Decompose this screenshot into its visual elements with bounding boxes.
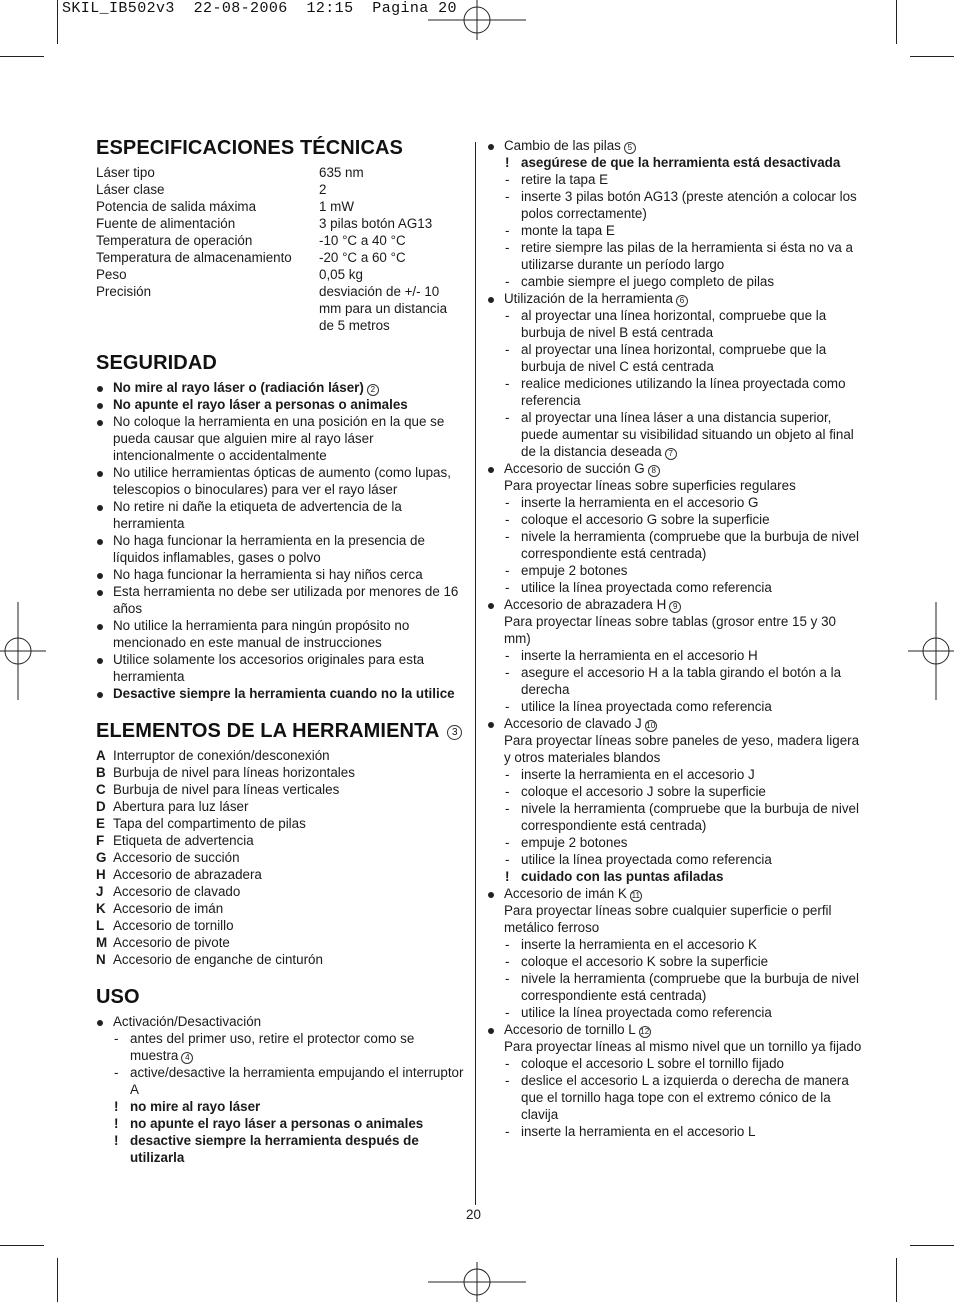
- step-text: inserte 3 pilas botón AG13 (preste atención a colocar los polos correctamente): [521, 189, 857, 221]
- step-marker: !: [114, 1099, 119, 1114]
- spec-label: Peso: [96, 267, 127, 282]
- uso-item-text: Accesorio de abrazadera H: [504, 597, 667, 612]
- step: [504, 1072, 862, 1123]
- element-key: J: [96, 884, 104, 899]
- step: [504, 494, 862, 511]
- step-marker: -: [505, 699, 510, 714]
- uso-item-heading: [504, 460, 862, 477]
- seguridad-item: [96, 413, 466, 464]
- element-text: Etiqueta de advertencia: [113, 833, 254, 848]
- seguridad-item: [96, 617, 466, 651]
- element-key: A: [96, 748, 106, 763]
- element-key: C: [96, 782, 106, 797]
- seguridad-item-text: Utilice solamente los accesorios originales para esta herramienta: [113, 652, 425, 684]
- element-text: Accesorio de tornillo: [113, 918, 234, 933]
- page-number: 20: [466, 1207, 481, 1222]
- element-key: B: [96, 765, 106, 780]
- element-key: G: [96, 850, 107, 865]
- seguridad-item: [96, 396, 466, 413]
- column-divider: [475, 142, 476, 1205]
- step: [504, 273, 862, 290]
- crop-mark: [57, 0, 58, 44]
- spec-value: 2: [319, 182, 327, 197]
- registration-mark-icon: [908, 602, 954, 700]
- step-text: deslice el accesorio L a izquierda o derecha de manera que el tornillo haga tope con el extremo cónico de la clavija: [521, 1073, 849, 1122]
- uso-item-heading: [504, 715, 862, 732]
- header-file: SKIL_IB502v3: [62, 0, 175, 17]
- step-text: nivele la herramienta (compruebe que la burbuja de nivel correspondiente está centrada): [521, 801, 859, 833]
- step-marker: -: [505, 784, 510, 799]
- registration-mark-icon: [0, 602, 46, 700]
- spec-label: Fuente de alimentación: [96, 216, 236, 231]
- step-marker: -: [505, 801, 510, 816]
- figure-ref-icon: 5: [624, 142, 636, 154]
- step-marker: -: [505, 1073, 510, 1088]
- step-text: inserte la herramienta en el accesorio K: [521, 937, 757, 952]
- step-text: utilice la línea proyectada como referencia: [521, 1005, 772, 1020]
- step-marker: -: [505, 274, 510, 289]
- warning-step: [504, 868, 862, 885]
- step-text: asegúrese de que la herramienta está desactivada: [521, 155, 841, 170]
- crop-mark: [910, 56, 954, 57]
- seguridad-item-text: No utilice la herramienta para ningún propósito no mencionado en este manual de instrucciones: [113, 618, 410, 650]
- crop-mark: [57, 1258, 58, 1302]
- registration-mark-icon: [428, 0, 526, 40]
- element-row: [96, 849, 466, 866]
- uso-item: [487, 290, 862, 460]
- warning-step: [113, 1098, 466, 1115]
- print-header: [62, 0, 457, 17]
- seguridad-title: SEGURIDAD: [96, 352, 217, 374]
- element-row: [96, 832, 466, 849]
- element-row: [96, 815, 466, 832]
- step-marker: -: [505, 665, 510, 680]
- element-text: Accesorio de pivote: [113, 935, 230, 950]
- step-text: empuje 2 botones: [521, 563, 628, 578]
- spec-value: 1 mW: [319, 199, 354, 214]
- step: [504, 341, 862, 375]
- element-text: Interruptor de conexión/desconexión: [113, 748, 330, 763]
- crop-mark: [896, 0, 897, 44]
- spec-value: 3 pilas botón AG13: [319, 216, 433, 231]
- seguridad-item-text: No coloque la herramienta en una posición en la que se pueda causar que alguien mire al rayo láser intencionalmente o accidentalmente: [113, 414, 445, 463]
- step-marker: -: [505, 376, 510, 391]
- seguridad-list: [96, 379, 466, 702]
- step: [504, 239, 862, 273]
- element-text: Tapa del compartimento de pilas: [113, 816, 306, 831]
- step-marker: -: [505, 410, 510, 425]
- step-text: active/desactive la herramienta empujando el interruptor A: [130, 1065, 464, 1097]
- step-text: asegure el accesorio H a la tabla girando el botón a la derecha: [521, 665, 842, 697]
- step-text: no apunte el rayo láser a personas o animales: [130, 1116, 424, 1131]
- step-marker: !: [114, 1116, 119, 1131]
- step-marker: -: [505, 563, 510, 578]
- step-marker: !: [505, 869, 510, 884]
- step-marker: -: [114, 1065, 119, 1080]
- spec-row: [96, 266, 466, 283]
- uso-item-heading: [504, 885, 862, 902]
- seguridad-item-text: Esta herramienta no debe ser utilizada por menores de 16 años: [113, 584, 459, 616]
- step-marker: -: [505, 971, 510, 986]
- figure-ref-icon: 8: [648, 465, 660, 477]
- step: [504, 1123, 862, 1140]
- seguridad-item-text: No haga funcionar la herramienta si hay niños cerca: [113, 567, 423, 582]
- uso-item: [96, 1013, 466, 1166]
- spec-label: Temperatura de almacenamiento: [96, 250, 292, 265]
- element-text: Accesorio de enganche de cinturón: [113, 952, 323, 967]
- spec-label: Láser tipo: [96, 165, 155, 180]
- warning-step: [113, 1132, 466, 1166]
- uso-list: [96, 1013, 466, 1166]
- uso-item-heading: [504, 596, 862, 613]
- step-text: coloque el accesorio G sobre la superficie: [521, 512, 770, 527]
- element-row: [96, 883, 466, 900]
- step-text: cambie siempre el juego completo de pilas: [521, 274, 775, 289]
- step: [504, 800, 862, 834]
- header-time: 12:15: [306, 0, 354, 17]
- figure-ref-icon: 3: [447, 725, 462, 740]
- elementos-section: [96, 719, 466, 968]
- step: [504, 851, 862, 868]
- crop-mark: [0, 1245, 44, 1246]
- spec-label: Potencia de salida máxima: [96, 199, 257, 214]
- step-text: utilice la línea proyectada como referencia: [521, 580, 772, 595]
- step: [504, 766, 862, 783]
- header-date: 22-08-2006: [193, 0, 288, 17]
- element-text: Abertura para luz láser: [113, 799, 249, 814]
- uso-item: [487, 885, 862, 1021]
- uso-item-text: Accesorio de clavado J: [504, 716, 642, 731]
- uso-item-intro: Para proyectar líneas sobre tablas (grosor entre 15 y 30 mm): [504, 614, 836, 646]
- uso-continued-list: [487, 137, 862, 1140]
- step-marker: -: [505, 767, 510, 782]
- spec-value: -20 °C a 60 °C: [319, 250, 406, 265]
- step-marker: -: [505, 223, 510, 238]
- seguridad-item-text: No retire ni dañe la etiqueta de advertencia de la herramienta: [113, 499, 402, 531]
- step-text: coloque el accesorio K sobre la superficie: [521, 954, 769, 969]
- step-marker: -: [505, 648, 510, 663]
- step: [113, 1064, 466, 1098]
- step-text: antes del primer uso, retire el protector como se muestra: [130, 1031, 415, 1063]
- step-text: monte la tapa E: [521, 223, 615, 238]
- specs-title: ESPECIFICACIONES TÉCNICAS: [96, 137, 403, 159]
- figure-ref-icon: 7: [665, 448, 677, 460]
- spec-label: Precisión: [96, 284, 152, 299]
- uso-item: [487, 715, 862, 885]
- element-text: Burbuja de nivel para líneas horizontales: [113, 765, 355, 780]
- element-row: [96, 900, 466, 917]
- seguridad-item: [96, 566, 466, 583]
- step-text: retire siempre las pilas de la herramienta si ésta no va a utilizarse durante un período largo: [521, 240, 853, 272]
- step-marker: !: [505, 155, 510, 170]
- spec-row: [96, 249, 466, 266]
- step: [504, 647, 862, 664]
- uso-item-intro: Para proyectar líneas al mismo nivel que un tornillo ya fijado: [504, 1039, 862, 1054]
- spec-row: [96, 181, 466, 198]
- step: [504, 698, 862, 715]
- spec-label: Temperatura de operación: [96, 233, 253, 248]
- step-marker: -: [505, 529, 510, 544]
- uso-item: [487, 460, 862, 596]
- step: [504, 936, 862, 953]
- uso-title: USO: [96, 986, 140, 1008]
- step-text: al proyectar una línea horizontal, compruebe que la burbuja de nivel B está centrada: [521, 308, 827, 340]
- figure-ref-icon: 2: [367, 384, 379, 396]
- seguridad-item-text: No haga funcionar la herramienta en la presencia de líquidos inflamables, gases o polvo: [113, 533, 425, 565]
- element-key: E: [96, 816, 105, 831]
- warning-step: [504, 154, 862, 171]
- element-key: L: [96, 918, 105, 933]
- element-key: N: [96, 952, 106, 967]
- seguridad-item-text: No apunte el rayo láser a personas o animales: [113, 397, 408, 412]
- step-text: cuidado con las puntas afiladas: [521, 869, 724, 884]
- uso-item-intro: Para proyectar líneas sobre cualquier superficie o perfil metálico ferroso: [504, 903, 832, 935]
- registration-mark-icon: [428, 1262, 526, 1302]
- step-text: nivele la herramienta (compruebe que la burbuja de nivel correspondiente está centrada): [521, 529, 859, 561]
- step: [504, 783, 862, 800]
- spec-row: [96, 198, 466, 215]
- step-text: inserte la herramienta en el accesorio J: [521, 767, 755, 782]
- uso-item-heading: [504, 137, 862, 154]
- uso-item-text: Accesorio de tornillo L: [504, 1022, 636, 1037]
- crop-mark: [910, 1245, 954, 1246]
- step-text: inserte la herramienta en el accesorio H: [521, 648, 758, 663]
- seguridad-item-text: Desactive siempre la herramienta cuando no la utilice: [113, 686, 455, 701]
- step-marker: -: [505, 580, 510, 595]
- uso-section: [96, 985, 466, 1166]
- step-text: utilice la línea proyectada como referencia: [521, 852, 772, 867]
- figure-ref-icon: 10: [646, 721, 656, 730]
- spec-row: [96, 164, 466, 181]
- uso-item-heading: [113, 1013, 466, 1030]
- step: [504, 528, 862, 562]
- step-marker: !: [114, 1133, 119, 1148]
- figure-ref-icon: 6: [676, 295, 688, 307]
- uso-item-text: Activación/Desactivación: [113, 1014, 262, 1029]
- uso-item: [487, 1021, 862, 1140]
- step-text: al proyectar una línea láser a una distancia superior, puede aumentar su visibilidad situando un objeto al final de la distancia deseada: [521, 410, 854, 459]
- step: [504, 970, 862, 1004]
- element-row: [96, 764, 466, 781]
- spec-row: [96, 215, 466, 232]
- left-column: [96, 136, 466, 1166]
- spec-label: Láser clase: [96, 182, 165, 197]
- seguridad-item: [96, 464, 466, 498]
- step-text: coloque el accesorio L sobre el tornillo fijado: [521, 1056, 785, 1071]
- step-marker: -: [505, 1005, 510, 1020]
- element-row: [96, 798, 466, 815]
- step-text: realice mediciones utilizando la línea proyectada como referencia: [521, 376, 846, 408]
- element-row: [96, 917, 466, 934]
- seguridad-item: [96, 651, 466, 685]
- seguridad-item-text: No mire al rayo láser o (radiación láser): [113, 380, 364, 395]
- step: [504, 1004, 862, 1021]
- crop-mark: [896, 1258, 897, 1302]
- element-text: Accesorio de abrazadera: [113, 867, 262, 882]
- specs-table: [96, 164, 466, 334]
- step: [504, 171, 862, 188]
- step-marker: -: [505, 240, 510, 255]
- elementos-title: [96, 719, 466, 743]
- uso-item: [487, 596, 862, 715]
- element-row: [96, 934, 466, 951]
- step-marker: -: [505, 495, 510, 510]
- spec-row: [96, 283, 466, 334]
- seguridad-section: [96, 351, 466, 702]
- step: [113, 1030, 466, 1064]
- step-text: desactive siempre la herramienta después de utilizarla: [130, 1133, 419, 1165]
- element-row: [96, 866, 466, 883]
- step-marker: -: [505, 1124, 510, 1139]
- step: [504, 1055, 862, 1072]
- uso-item-heading: [504, 1021, 862, 1038]
- element-text: Burbuja de nivel para líneas verticales: [113, 782, 340, 797]
- uso-item: [487, 137, 862, 290]
- step-marker: -: [505, 954, 510, 969]
- step-marker: -: [505, 189, 510, 204]
- warning-step: [113, 1115, 466, 1132]
- seguridad-item: [96, 498, 466, 532]
- step: [504, 222, 862, 239]
- step: [504, 562, 862, 579]
- element-key: F: [96, 833, 105, 848]
- elementos-list: [96, 747, 466, 968]
- step-marker: -: [505, 937, 510, 952]
- step: [504, 511, 862, 528]
- element-text: Accesorio de clavado: [113, 884, 241, 899]
- step-marker: -: [505, 852, 510, 867]
- header-page: Pagina 20: [372, 0, 457, 17]
- spec-value: 635 nm: [319, 165, 364, 180]
- uso-item-text: Utilización de la herramienta: [504, 291, 673, 306]
- step-text: al proyectar una línea horizontal, compruebe que la burbuja de nivel C está centrada: [521, 342, 827, 374]
- step-text: coloque el accesorio J sobre la superficie: [521, 784, 766, 799]
- step-marker: -: [505, 835, 510, 850]
- element-key: H: [96, 867, 106, 882]
- element-row: [96, 781, 466, 798]
- elementos-title-text: ELEMENTOS DE LA HERRAMIENTA: [96, 720, 439, 742]
- step-text: retire la tapa E: [521, 172, 609, 187]
- element-key: D: [96, 799, 106, 814]
- step: [504, 375, 862, 409]
- uso-item-text: Cambio de las pilas: [504, 138, 621, 153]
- seguridad-item-text: No utilice herramientas ópticas de aumento (como lupas, telescopios o binoculares) para ver el rayo láser: [113, 465, 451, 497]
- figure-ref-icon: 11: [631, 891, 640, 900]
- spec-value: desviación de +/- 10 mm para un distancia de 5 metros: [319, 284, 448, 333]
- step-text: inserte la herramienta en el accesorio G: [521, 495, 759, 510]
- seguridad-item: [96, 379, 466, 396]
- step-marker: -: [505, 512, 510, 527]
- element-key: M: [96, 935, 108, 950]
- figure-ref-icon: 4: [181, 1052, 193, 1064]
- element-text: Accesorio de imán: [113, 901, 224, 916]
- spec-value: -10 °C a 40 °C: [319, 233, 406, 248]
- step: [504, 409, 862, 460]
- element-row: [96, 747, 466, 764]
- step-text: utilice la línea proyectada como referencia: [521, 699, 772, 714]
- seguridad-item: [96, 532, 466, 566]
- element-key: K: [96, 901, 106, 916]
- uso-item-text: Accesorio de imán K: [504, 886, 627, 901]
- seguridad-item: [96, 685, 466, 702]
- uso-item-intro: Para proyectar líneas sobre superficies regulares: [504, 478, 796, 493]
- seguridad-item: [96, 583, 466, 617]
- right-column: [487, 137, 862, 1140]
- step: [504, 953, 862, 970]
- step-text: empuje 2 botones: [521, 835, 628, 850]
- step-marker: -: [505, 1056, 510, 1071]
- step: [504, 188, 862, 222]
- crop-mark: [0, 56, 44, 57]
- uso-item-intro: Para proyectar líneas sobre paneles de yeso, madera ligera y otros materiales blandos: [504, 733, 860, 765]
- element-text: Accesorio de succión: [113, 850, 240, 865]
- step-marker: -: [505, 342, 510, 357]
- uso-item-heading: [504, 290, 862, 307]
- step-text: inserte la herramienta en el accesorio L: [521, 1124, 756, 1139]
- step-marker: -: [114, 1031, 119, 1046]
- step: [504, 834, 862, 851]
- spec-row: [96, 232, 466, 249]
- spec-value: 0,05 kg: [319, 267, 363, 282]
- step: [504, 579, 862, 596]
- step-marker: -: [505, 172, 510, 187]
- step: [504, 307, 862, 341]
- figure-ref-icon: 9: [669, 601, 681, 613]
- element-row: [96, 951, 466, 968]
- uso-item-text: Accesorio de succión G: [504, 461, 645, 476]
- step-text: no mire al rayo láser: [130, 1099, 261, 1114]
- step-text: nivele la herramienta (compruebe que la burbuja de nivel correspondiente está centrada): [521, 971, 859, 1003]
- step: [504, 664, 862, 698]
- figure-ref-icon: 12: [640, 1027, 650, 1036]
- step-marker: -: [505, 308, 510, 323]
